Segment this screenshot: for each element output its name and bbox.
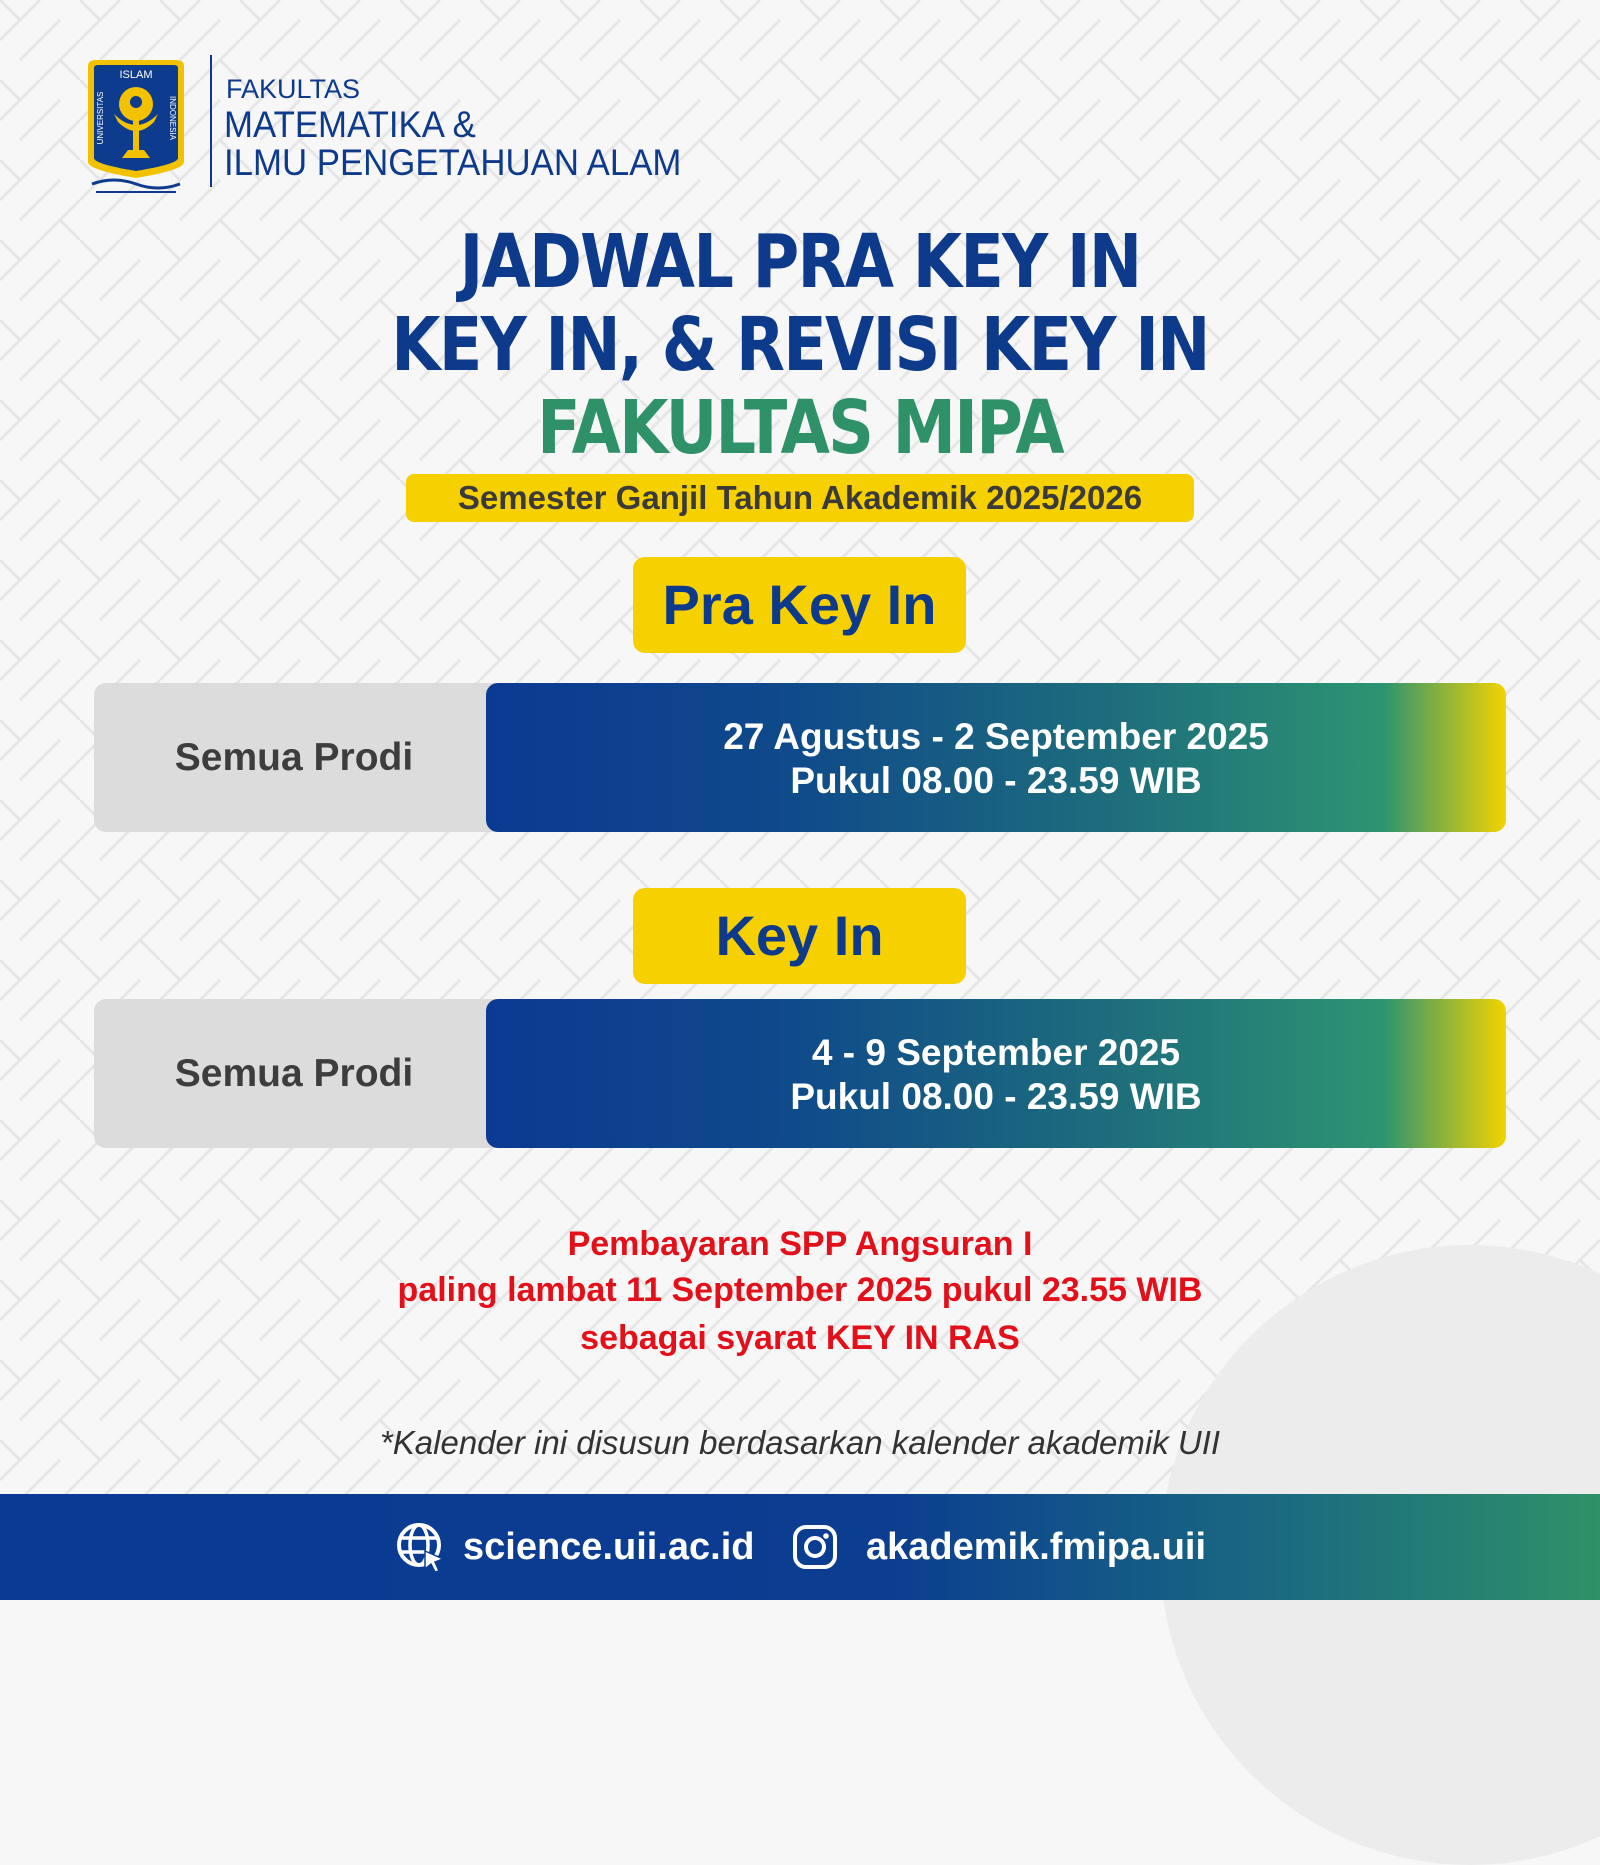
title-line3: FAKULTAS MIPA [537, 385, 1063, 471]
schedule-date: 4 - 9 September 2025 [811, 1032, 1181, 1073]
schedule-row-key-in [94, 999, 1506, 1148]
logo-text-left: UNIVERSITAS [96, 91, 105, 145]
prodi-cell [94, 683, 514, 832]
title-line1: JADWAL PRA KEY IN [459, 219, 1141, 305]
semester-badge: Semester Ganjil Tahun Akademik 2025/2026 [406, 474, 1194, 522]
logo-text-right: INDONESIA [168, 95, 177, 141]
instagram-link[interactable] [792, 1494, 1206, 1600]
prodi-label: Semua Prodi [174, 1052, 414, 1095]
faculty-name-line1: MATEMATIKA & [224, 104, 476, 145]
logo-divider [210, 55, 212, 187]
payment-notice-line1: Pembayaran SPP Angsuran I [567, 1225, 1033, 1263]
schedule-cell [486, 683, 1506, 832]
logo-text-top: ISLAM [119, 69, 153, 81]
schedule-date: 27 Agustus - 2 September 2025 [723, 716, 1269, 757]
payment-notice-line3: sebagai syarat KEY IN RAS [580, 1319, 1020, 1357]
globe-cursor-icon [395, 1521, 447, 1573]
prodi-cell [94, 999, 514, 1148]
title-line2: KEY IN, & REVISI KEY IN [391, 302, 1209, 388]
payment-notice-line2: paling lambat 11 September 2025 pukul 23.55 WIB [397, 1271, 1203, 1309]
faculty-label: FAKULTAS [226, 74, 361, 104]
instagram-icon [792, 1524, 838, 1570]
section-label-pra-key-in: Pra Key In [633, 557, 966, 653]
faculty-name-line2: ILMU PENGETAHUAN ALAM [224, 142, 682, 183]
schedule-row-pra-key-in [94, 683, 1506, 832]
schedule-time: Pukul 08.00 - 23.59 WIB [790, 760, 1202, 801]
schedule-time: Pukul 08.00 - 23.59 WIB [790, 1076, 1202, 1117]
footnote: *Kalender ini disusun berdasarkan kalender akademik UII [379, 1424, 1221, 1461]
uii-logo [84, 58, 188, 198]
section-label-key-in: Key In [633, 888, 966, 984]
instagram-text: akademik.fmipa.uii [866, 1525, 1207, 1568]
prodi-label: Semua Prodi [174, 736, 414, 779]
website-text: science.uii.ac.id [463, 1525, 755, 1568]
schedule-cell [486, 999, 1506, 1148]
website-link[interactable] [395, 1494, 754, 1600]
footer-bar [0, 1494, 1600, 1600]
